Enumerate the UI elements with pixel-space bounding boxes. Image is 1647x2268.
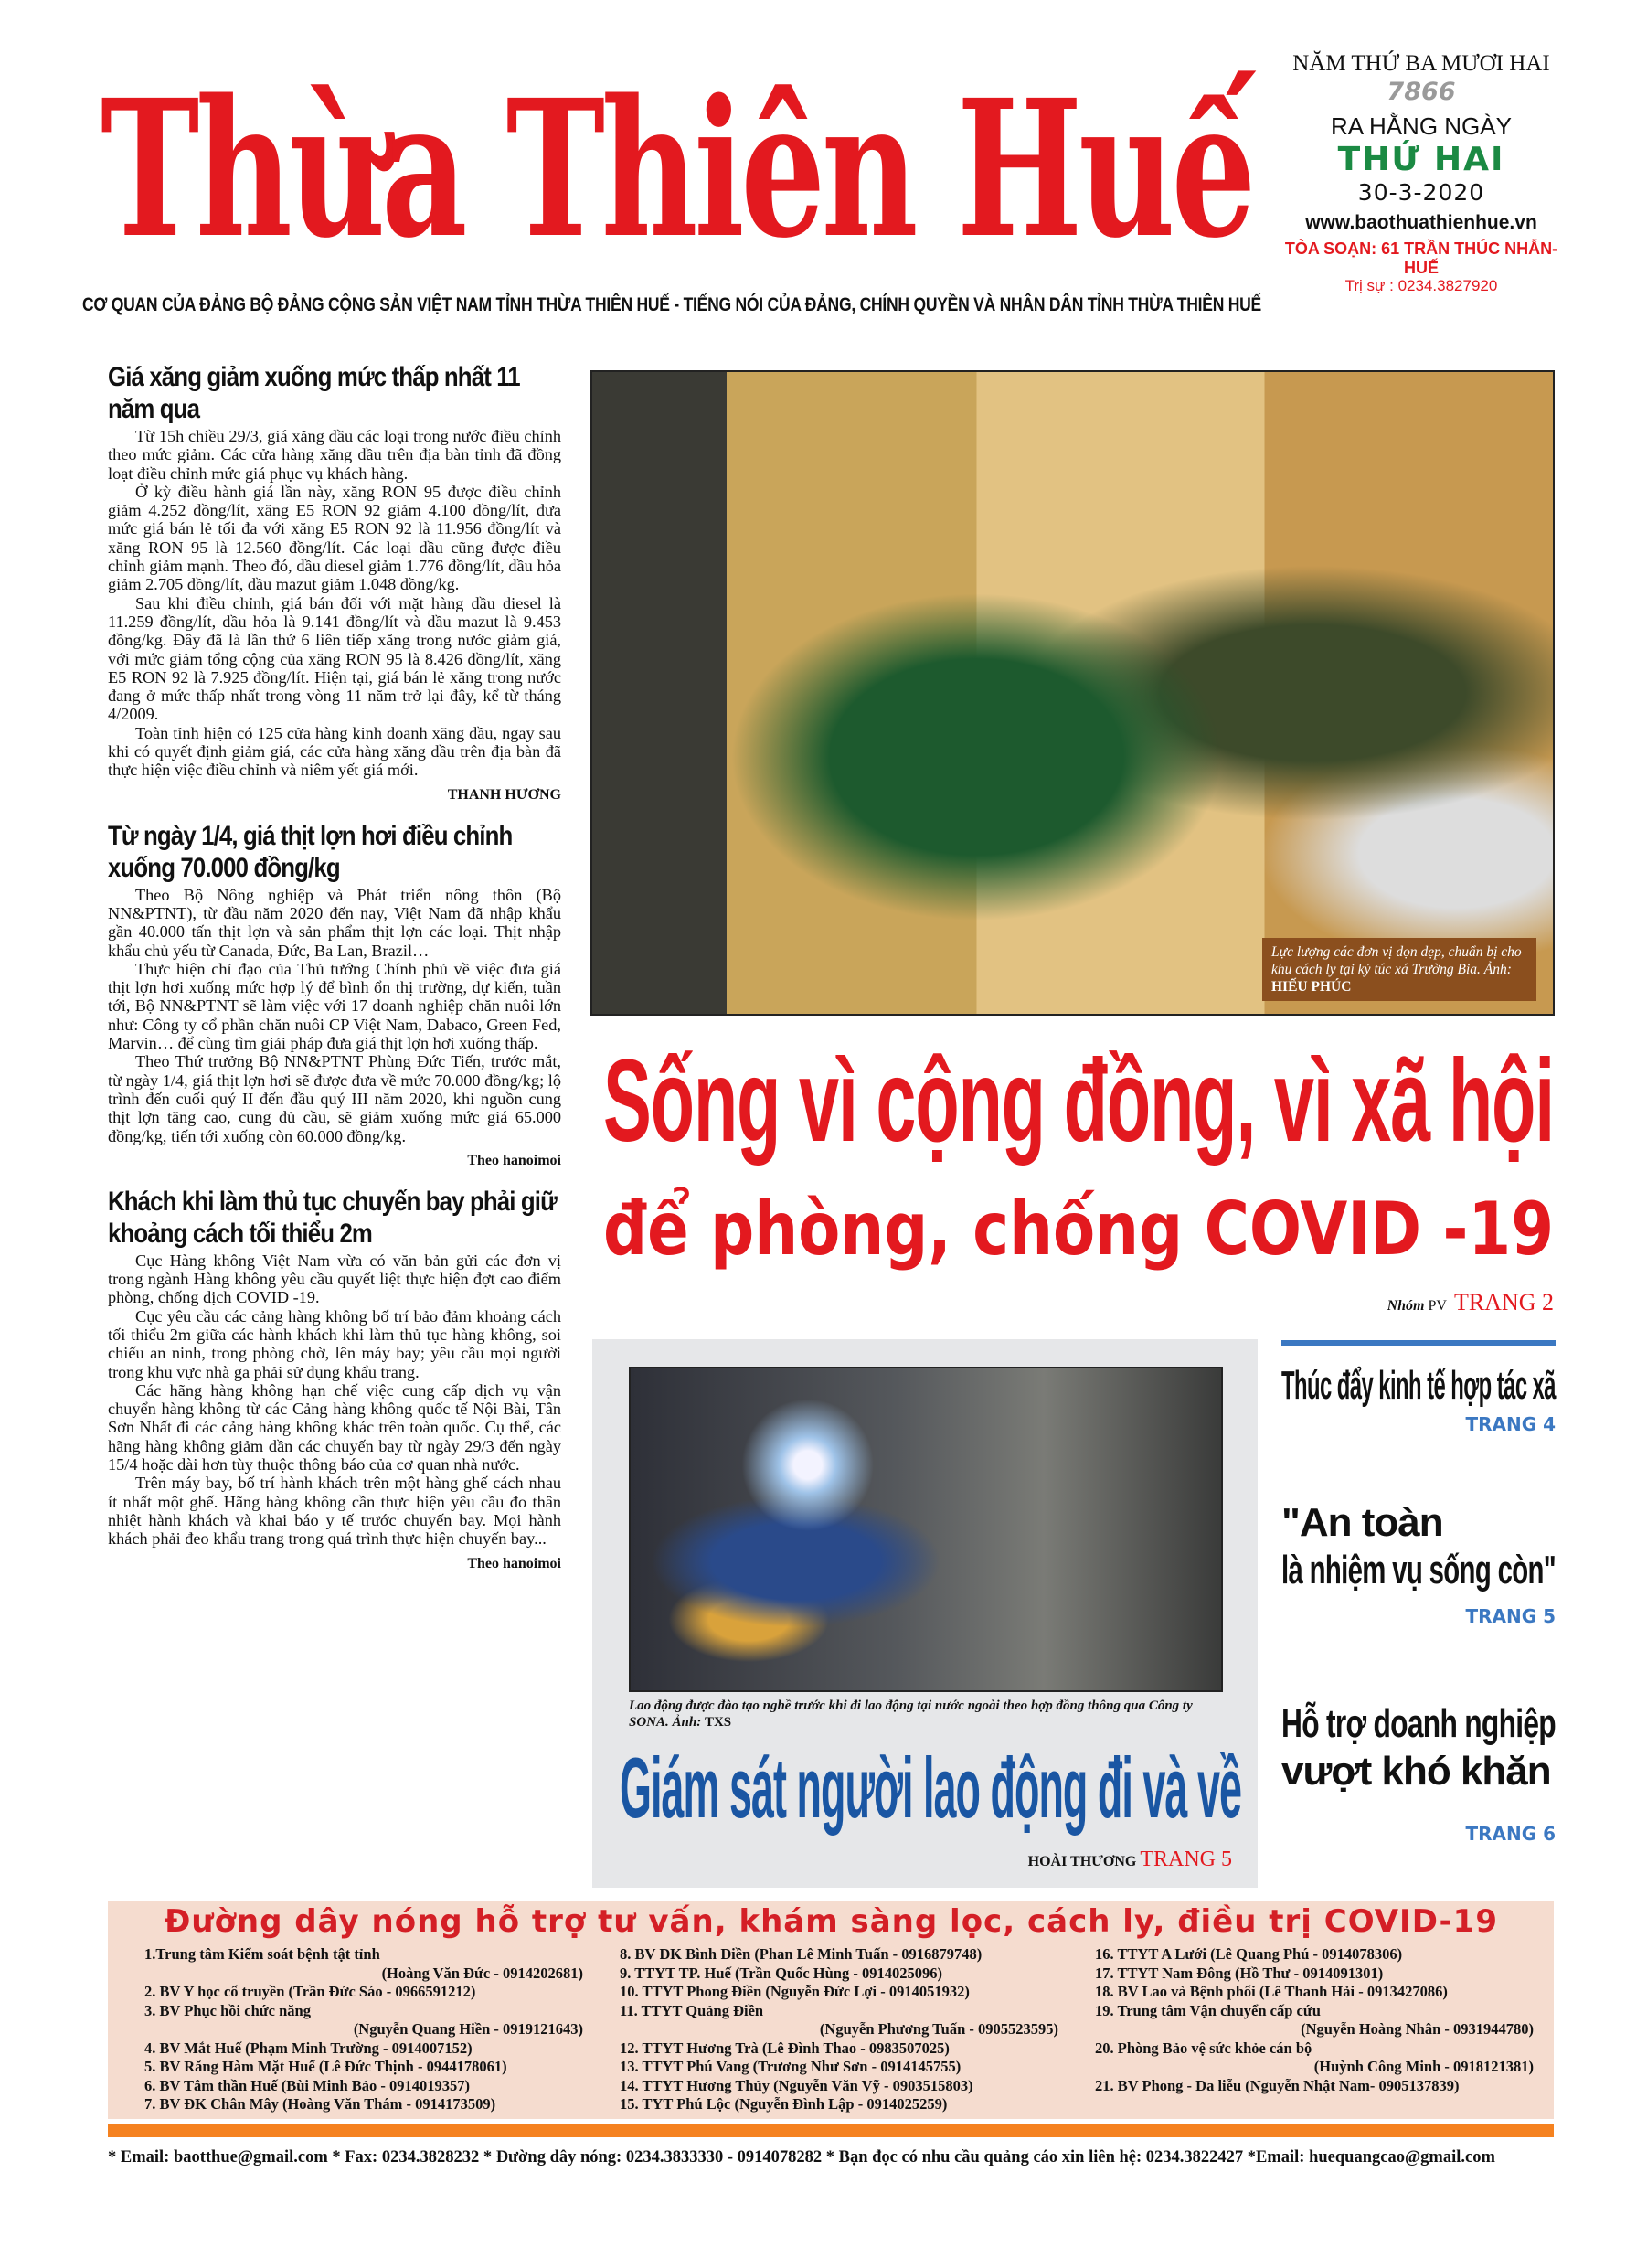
footer-contacts: * Email: baotthue@gmail.com * Fax: 0234.3828232 * Đường dây nóng: 0234.3833330 - 0914078282 * Bạn đọc có nhu cầu quảng cáo xin liên hệ: 0234.3822427 *Email: huequangcao@gmail.com [108, 2148, 1495, 2167]
article-title[interactable]: Từ ngày 1/4, giá thịt lợn hơi điều chỉnh xuống 70.000 đồng/kg [108, 820, 513, 883]
hotline-entry: (Huỳnh Công Minh - 0918121381) [1313, 2058, 1534, 2075]
article-paragraph: Ở kỳ điều hành giá lần này, xăng RON 95 được điều chỉnh giảm 4.252 đồng/lít, xăng E5 RON 92 giảm 4.100 đồng/lít, đưa mức giá bán lẻ tối đa với xăng E5 RON 92 là 11.956 đồng/lít và xăng RON 95 là 12.560 đồng/lít. Các loại dầu cũng được điều chỉnh giảm mạnh. Theo đó, dầu diesel giảm 1.776 đồng/lít, dầu hỏa giảm 2.705 đồng/lít, dầu mazut giảm 1.048 đồng/kg. [108, 482, 561, 594]
article-paragraph: Cục Hàng không Việt Nam vừa có văn bản gửi các đơn vị trong ngành Hàng không yêu cầu quyết liệt thực hiện đợt cao điểm phòng, chống dịch COVID -19. [108, 1251, 561, 1307]
masthead-subtitle: CƠ QUAN CỦA ĐẢNG BỘ ĐẢNG CỘNG SẢN VIỆT NAM TỈNH THỪA THIÊN HUẾ - TIẾNG NÓI CỦA ĐẢNG, CHÍNH QUYỀN VÀ NHÂN DÂN TỈNH THỪA THIÊN HUẾ [82, 294, 1261, 315]
feature-headline[interactable]: Giám sát người lao động đi và về [620, 1740, 1241, 1836]
article-paragraph: Từ 15h chiều 29/3, giá xăng dầu các loại trong nước điều chỉnh theo mức giảm. Các cửa hàng xăng dầu trên địa bàn tỉnh đã đồng loạt điều chỉnh mức giá phục vụ khách hàng. [108, 427, 561, 483]
article-paragraph: Theo Bộ Nông nghiệp và Phát triển nông thôn (Bộ NN&PTNT), từ đầu năm 2020 đến nay, Việt Nam đã nhập khẩu gần 40.000 tấn thịt lợn và sản phẩm thịt lợn các loại. Thịt nhập khẩu chủ yếu từ Canada, Đức, Ba Lan, Brazil… [108, 885, 561, 960]
hotline-entry: 4. BV Mắt Huế (Phạm Minh Trường - 0914007152) [144, 2039, 473, 2057]
hotline-entry: 3. BV Phục hồi chức năng [144, 2001, 311, 2019]
hotline-entry: 15. TYT Phú Lộc (Nguyễn Đình Lập - 0914025259) [620, 2095, 948, 2113]
year-label: NĂM THỨ BA MƯƠI HAI [1292, 51, 1550, 76]
feature-caption [629, 1698, 1232, 1730]
teaser-page[interactable]: TRANG 4 [1465, 1413, 1556, 1435]
hotline-title: Đường dây nóng hỗ trợ tư vấn, khám sàng lọc, cách ly, điều trị COVID-19 [164, 1903, 1498, 1940]
article [108, 361, 561, 804]
hotline-entry: 20. Phòng Bảo vệ sức khỏe cán bộ [1095, 2039, 1312, 2057]
hotline-entry: (Nguyễn Hoàng Nhân - 0931944780) [1301, 2020, 1534, 2038]
hotline-entry: 2. BV Y học cổ truyền (Trần Đức Sáo - 0966591212) [144, 1983, 476, 2000]
hotline-entry: 6. BV Tâm thần Huế (Bùi Minh Bảo - 0914019357) [144, 2076, 471, 2094]
article-byline: Theo hanoimoi [467, 1555, 561, 1571]
article-title[interactable]: Khách khi làm thủ tục chuyến bay phải giữ khoảng cách tối thiểu 2m [108, 1186, 557, 1249]
hotline-entry: 19. Trung tâm Vận chuyển cấp cứu [1095, 2001, 1321, 2019]
hotline-entry: 5. BV Răng Hàm Mặt Huế (Lê Đức Thịnh - 0944178061) [144, 2058, 507, 2075]
hotline-entry: 17. TTYT Nam Đông (Hồ Thư - 0914091301) [1095, 1964, 1384, 1982]
hotline-entry: 18. BV Lao và Bệnh phổi (Lê Thanh Hải - 0913427086) [1095, 1983, 1448, 2000]
article-title[interactable]: Giá xăng giảm xuống mức thấp nhất 11 năm qua [108, 362, 520, 424]
caption-text: Lao động được đào tạo nghề trước khi đi lao động tại nước ngoài theo hợp đồng thông qua Công ty SONA. Ảnh: [629, 1698, 1193, 1730]
teaser-title-line2[interactable]: là nhiệm vụ sống còn" [1281, 1548, 1556, 1592]
hotline-column-3 [1095, 1945, 1534, 2095]
divider [1281, 1340, 1556, 1346]
hotline-entry: 11. TTYT Quảng Điền [620, 2001, 764, 2019]
article-paragraph: Cục yêu cầu các cảng hàng không bố trí bảo đảm khoảng cách tối thiểu 2m giữa các hành khách khi làm thủ tục hàng không, soi chiếu an ninh, trong phòng chờ, lên máy bay; yêu cầu mọi người trong khu vực nhà ga phải sử dụng khẩu trang. [108, 1306, 561, 1381]
hotline-entry: 8. BV ĐK Bình Điền (Phan Lê Minh Tuấn - 0916879748) [620, 1945, 983, 1963]
hotline-column-1 [144, 1945, 583, 2114]
daily-label: RA HẰNG NGÀY [1331, 112, 1512, 140]
article-paragraph: Thực hiện chỉ đạo của Thủ tướng Chính phủ về việc đưa giá thịt lợn hơi xuống mức hợp lý để bình ổn thị trường, dự kiến, tuần tới, Bộ NN&PTNT sẽ làm việc với 17 doanh nghiệp chăn nuôi lớn như: Công ty cổ phần chăn nuôi CP Việt Nam, Dabaco, Green Fed, Marvin… để cùng tìm giải pháp đưa giá thịt lợn hơi xuống thấp. [108, 959, 561, 1053]
article [108, 1186, 561, 1572]
lead-headline-line1[interactable]: Sống vì cộng đồng, vì xã hội [603, 1036, 1554, 1166]
office-address: TÒA SOẠN: 61 TRẦN THÚC NHẪN-HUẾ [1284, 239, 1558, 277]
website-link[interactable]: www.baothuathienhue.vn [1305, 211, 1537, 233]
feature-photo [629, 1367, 1223, 1692]
hotline-box [108, 1901, 1554, 2119]
issue-number: 7866 [1387, 77, 1456, 106]
article-paragraph: Theo Thứ trưởng Bộ NN&PTNT Phùng Đức Tiến, trước mắt, từ ngày 1/4, giá thịt lợn hơi sẽ được đưa về mức 70.000 đồng/kg; lộ trình đến cuối quý II đến đầu quý III năm 2020, khi nguồn cung thịt lợn tăng cao, cung đủ cầu, sẽ giảm xuống mức giá 65.000 đồng/kg, tiến tới xuống còn 60.000 đồng/kg. [108, 1052, 561, 1145]
photo-credit: HIẾU PHÚC [1271, 979, 1352, 995]
byline-author: HOÀI THƯƠNG [1027, 1854, 1137, 1869]
lead-byline [1188, 1289, 1554, 1316]
feature-byline [1028, 1847, 1232, 1872]
weekday: THỨ HAI [1337, 140, 1505, 178]
orange-bar [108, 2124, 1554, 2137]
article [108, 820, 561, 1169]
teaser[interactable] [1281, 1362, 1556, 1435]
byline-author: PV [1428, 1298, 1447, 1314]
issue-date: 30-3-2020 [1357, 179, 1485, 207]
article-byline: THANH HƯƠNG [447, 786, 561, 803]
lead-headline-line2[interactable]: để phòng, chống COVID -19 [603, 1187, 1554, 1272]
article-paragraph: Các hãng hàng không hạn chế việc cung cấp dịch vụ vận chuyển hàng không từ các Cảng hàng không quốc tế Nội Bài, Tân Sơn Nhất đi các cảng hàng không khác trên toàn quốc. Cụ thể, các hãng hàng không giảm dần các chuyến bay từ ngày 29/3 đến ngày 15/4 hoặc dài hơn tùy thuộc thông báo của cơ quan nhà nước. [108, 1380, 561, 1475]
hotline-entry: (Nguyễn Quang Hiền - 0919121643) [353, 2020, 583, 2038]
office-phone: Trị sự : 0234.3827920 [1344, 277, 1498, 295]
teaser-page[interactable]: TRANG 6 [1465, 1823, 1556, 1845]
teaser[interactable] [1281, 1700, 1556, 1845]
feature-box [592, 1339, 1258, 1888]
teaser-title-line2[interactable]: vượt khó khăn [1281, 1749, 1551, 1794]
hotline-entry: 10. TTYT Phong Điền (Nguyễn Đức Lợi - 0914051932) [620, 1983, 970, 2000]
hotline-entry: 14. TTYT Hương Thủy (Nguyễn Văn Vỹ - 0903515803) [620, 2076, 973, 2094]
lead-photo [590, 370, 1555, 1016]
lead-page-link[interactable]: TRANG 2 [1453, 1289, 1554, 1315]
hotline-entry: 1.Trung tâm Kiểm soát bệnh tật tỉnh [144, 1945, 380, 1963]
teaser-page[interactable]: TRANG 5 [1465, 1605, 1556, 1627]
article-paragraph: Sau khi điều chỉnh, giá bán đối với mặt hàng dầu diesel là 11.259 đồng/lít, dầu hỏa là 9.141 đồng/lít và dầu mazut là 9.453 đồng/kg. Đây đã là lần thứ 6 liên tiếp xăng trong nước giảm giá, với mức giảm tổng cộng của xăng RON 95 là 8.426 đồng/lít, xăng E5 RON 92 là 7.925 đồng/lít. Hiện tại, giá bán lẻ xăng trong nước đang ở mức thấp nhất trong vòng 11 năm trở lại đây, kể từ tháng 4/2009. [108, 593, 561, 724]
left-column [108, 361, 561, 1589]
hotline-entry: 12. TTYT Hương Trà (Lê Đình Thao - 0983507025) [620, 2039, 950, 2057]
hotline-entry: 7. BV ĐK Chân Mây (Hoàng Văn Thám - 0914173509) [144, 2095, 496, 2113]
masthead-title: Thừa Thiên Huế [101, 59, 1252, 280]
lead-photo-caption [1262, 938, 1536, 1001]
hotline-entry: (Hoàng Văn Đức - 0914202681) [381, 1964, 583, 1982]
teaser-title[interactable]: Hỗ trợ doanh nghiệp [1281, 1701, 1556, 1746]
teaser-title[interactable]: Thúc đẩy kinh tế hợp tác xã [1281, 1363, 1556, 1408]
article-paragraph: Toàn tỉnh hiện có 125 cửa hàng kinh doanh xăng dầu, ngay sau khi có quyết định giảm giá, các cửa hàng xăng dầu trên địa bàn đã thực hiện việc điều chỉnh và niêm yết giá mới. [108, 723, 561, 780]
teaser-title[interactable]: "An toàn [1281, 1500, 1443, 1545]
byline-group: Nhóm [1387, 1298, 1425, 1314]
hotline-entry: 9. TTYT TP. Huế (Trần Quốc Hùng - 0914025096) [620, 1964, 942, 1982]
photo-credit: TXS [704, 1715, 732, 1730]
feature-page-link[interactable]: TRANG 5 [1140, 1847, 1232, 1871]
article-paragraph: Trên máy bay, bố trí hành khách trên một hàng ghế cách nhau ít nhất một ghế. Hãng hàng không cần thực hiện yêu cầu đo thân nhiệt hành khách và khai báo y tế trước chuyến bay. Mọi hành khách phải đeo khẩu trang trong quá trình thực hiện chuyến bay... [108, 1474, 561, 1549]
caption-text: Lực lượng các đơn vị dọn dẹp, chuẩn bị cho khu cách ly tại ký túc xá Trường Bia. Ảnh: [1271, 944, 1522, 977]
article-byline: Theo hanoimoi [467, 1152, 561, 1168]
issue-info [1275, 51, 1567, 295]
hotline-entry: 21. BV Phong - Da liễu (Nguyễn Nhật Nam- 0905137839) [1095, 2076, 1460, 2094]
teaser[interactable] [1281, 1499, 1556, 1627]
hotline-entry: 13. TTYT Phú Vang (Trương Như Sơn - 0914145755) [620, 2058, 962, 2075]
hotline-entry: 16. TTYT A Lưới (Lê Quang Phú - 0914078306) [1095, 1945, 1403, 1963]
hotline-entry: (Nguyễn Phương Tuấn - 0905523595) [819, 2020, 1058, 2038]
hotline-column-2 [620, 1945, 1058, 2114]
